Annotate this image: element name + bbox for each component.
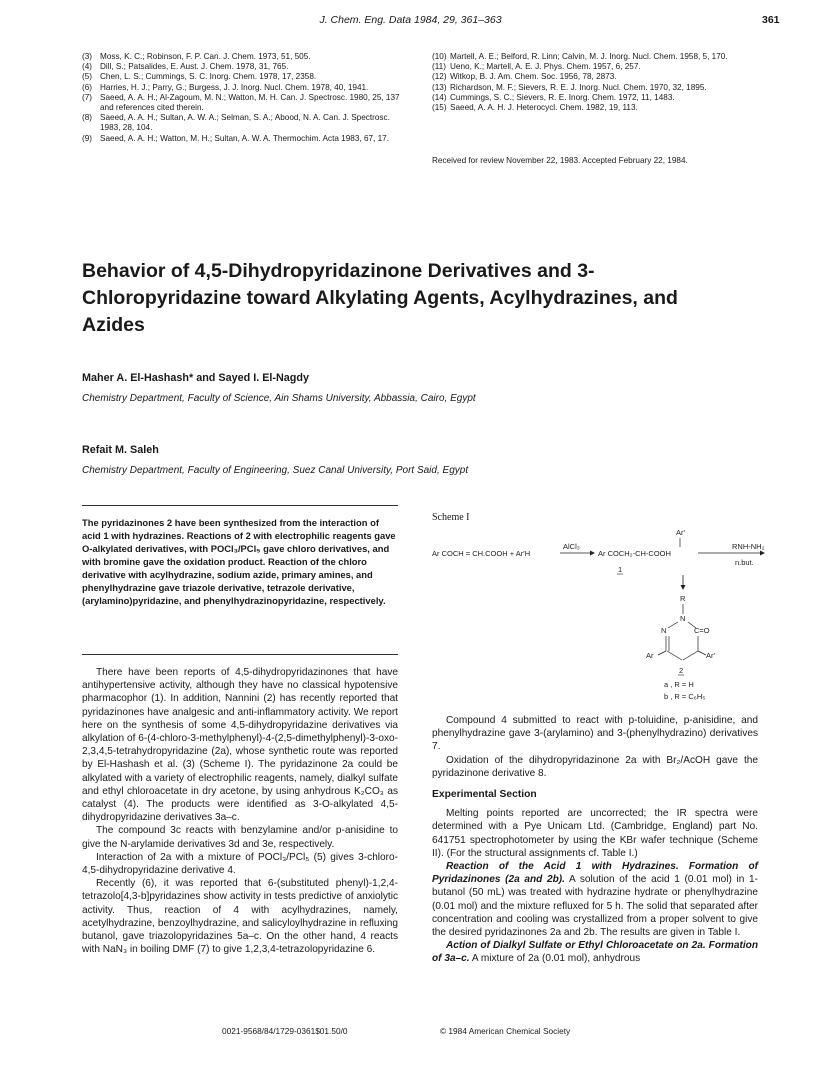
reference-item: (15) Saeed, A. A. H. J. Heterocycl. Chem. 1982, 19, 113. (432, 103, 638, 113)
paragraph: There have been reports of 4,5-dihydropyridazinones that have antihypertensive activity, although they have no classical hypotensive pharmacophor (1). In addition, Nannini (2) has recently reported that pyridazinones have analgesic and anti-inflammatory activity. We report here on the synthesis of some 4,5-dihydropyridazine derivatives via alkylation of 6-(4-chloro-3-methylphenyl)-4-(2,5-dimethylphenyl)-3-oxo-2,3,4,5-tetrahydropyridazine (2a), whose synthetic route was reported by El-Hashash et al. (3) (Scheme I). The pyridazinone 2a could be alkylated with a variety of electrophilic reagents, namely, dialkyl sulfate and ethyl chloroacetate in dry acetone, by using anhydrous K₂CO₃ as catalyst (4). The products were identified as 3-O-alkylated 4,5-dihydropyridazine derivatives 3a–c. (82, 667, 398, 824)
right-column-text (432, 714, 758, 966)
scheme-ar-prime: Ar' (676, 528, 685, 537)
run-in-heading: Action of Dialkyl Sulfate or Ethyl Chloroacetate on 2a. Formation of 3a–c. (432, 940, 758, 965)
section-heading: Experimental Section (432, 789, 537, 801)
paragraph: Interaction of 2a with a mixture of POCl₃/PCl₅ (5) gives 3-chloro-4,5-dihydropyridazine derivative 4. (82, 851, 398, 877)
introduction-text (82, 666, 398, 956)
paragraph: Recently (6), it was reported that 6-(substituted phenyl)-1,2,4-tetrazolo[4,3-b]pyridazines show activity in tests predictive of anxiolytic activity. Thus, reaction of 4 with acylhydrazines, namely, acetylhydrazine, benzoylhydrazine, and salicyloylhydrazine in refluxing butanol, gave triazolopyridazines 5a–c. On the other hand, 4 reacts with NaN₃ in boiling DMF (7) to give 1,2,3,4-tetrazolopyridazine 6. (82, 878, 398, 956)
scheme-n-atom: N (680, 614, 686, 623)
reference-item: (10) Martell, A. E.; Belford, R. Linn; Calvin, M. J. Inorg. Nucl. Chem. 1958, 5, 170. (432, 52, 728, 61)
scheme-ar-left: Ar (646, 651, 654, 660)
author-line-2: Refait M. Saleh (82, 444, 159, 456)
reference-item: (3) Moss, K. C.; Robinson, F. P. Can. J. Chem. 1973, 51, 505. (82, 52, 311, 61)
abstract-top-rule (82, 505, 398, 506)
abstract: The pyridazinones 2 have been synthesized from the interaction of acid 1 with hydrazines. Reactions of 2 with electrophilic reagents gave O-alkylated derivatives, with POCl₃/PCl₅ gave chloro derivatives, and with bromine gave the oxidation product. Reaction of the chloro derivative with acylhydrazine, sodium azide, primary amines, and phenylhydrazine gave triazole derivative, tetrazole derivative, (arylamino)pyridazine, and phenylhydrazinopyridazine, respectively. (82, 517, 396, 606)
paragraph (432, 860, 758, 939)
issn-code: 0021-9568/84/1729-0361$01.50/0 (222, 1026, 348, 1036)
reference-item: (12) Witkop, B. J. Am. Chem. Soc. 1956, 78, 2873. (432, 72, 617, 82)
scheme-reagent-2: RNH-NH₂ (732, 542, 765, 551)
reference-item: (9) Saeed, A. A. H.; Watton, M. H.; Sultan, A. W. A. Thermochim. Acta 1983, 67, 17. (82, 133, 389, 143)
page-number: 361 (762, 14, 780, 26)
run-in-heading: Reaction of the Acid 1 with Hydrazines. Formation of Pyridazinones (2a and 2b). (432, 861, 758, 886)
ring-bond (668, 622, 678, 628)
reference-item: (14) Cummings, S. C.; Sievers, R. E. Inorg. Chem. 1972, 11, 1483. (432, 92, 675, 102)
received-note: Received for review November 22, 1983. Accepted February 22, 1984. (432, 156, 688, 165)
reference-item: (6) Harries, H. J.; Parry, G.; Burgess, J. J. Inorg. Nucl. Chem. 1978, 40, 1941. (82, 82, 369, 92)
ring-bond (667, 651, 682, 660)
substituent-b: b , R = C₆H₅ (664, 692, 706, 701)
paragraph (432, 939, 758, 965)
paragraph: The compound 3c reacts with benzylamine and/or p-anisidine to give the N-arylamide derivatives 3d and 3e, respectively. (82, 825, 398, 850)
substituent-bond (658, 651, 666, 655)
references-right (432, 52, 757, 113)
scheme-reagent-1: AlCl₃ (563, 542, 580, 551)
reaction-arrow-1-head (590, 551, 595, 556)
reference-item: (7) Saeed, A. A. H.; Al-Zagoum, M. N.; Watton, M. H. Can. J. Spectrosc. 1980, 25, 137 and references cited therein. (82, 92, 400, 113)
scheme-n-atom-2: N (661, 626, 667, 635)
scheme-product-1: Ar COCH₂-CH-COOH (598, 549, 671, 558)
scheme-r-group: R (680, 594, 686, 603)
journal-reference: J. Chem. Eng. Data 1984, 29, 361–363 (319, 14, 502, 26)
paragraph: Melting points reported are uncorrected; the IR spectra were determined with a Pye Unicam Ltd. (Cambridge, England) part No. 641751 spectrophotometer by using the KBr wafer technique (Scheme II). (For the structural assignments cf. Table I.) (432, 808, 758, 859)
substituent-bond (698, 651, 706, 655)
affiliation-1: Chemistry Department, Faculty of Science, Ain Shams University, Abbassia, Cairo, Egypt (82, 393, 476, 404)
scheme-reactant: Ar COCH = CH.COOH + Ar'H (432, 549, 531, 558)
reference-item: (11) Ueno, K.; Martell, A. E. J. Phys. Chem. 1957, 6, 257. (432, 62, 641, 72)
scheme-reagent-2-condition: n.but. (735, 558, 754, 567)
author-line-1: Maher A. El-Hashash* and Sayed I. El-Nagdy (82, 372, 309, 384)
compound-label-2: 2 (679, 666, 684, 675)
paragraph: Oxidation of the dihydropyridazinone 2a with Br₂/AcOH gave the pyridazinone derivative 8. (432, 754, 758, 779)
scheme-carbonyl: C=O (694, 626, 710, 635)
ring-bond (683, 651, 698, 660)
paragraph: Compound 4 submitted to react with p-toluidine, p-anisidine, and phenylhydrazine gave 3-(arylamino) and 3-(phenylhydrazino) derivatives 7. (432, 715, 758, 753)
references-left (82, 52, 400, 144)
reference-item: (5) Chen, L. S.; Cummings, S. C. Inorg. Chem. 1978, 17, 2358. (82, 72, 317, 82)
reference-item: (8) Saeed, A. A. H.; Sultan, A. W. A.; Selman, S. A.; Abood, N. A. Can. J. Spectrosc. 1983, 28, 104. (82, 113, 390, 133)
abstract-bottom-rule (82, 654, 398, 655)
reaction-arrow-2-head (760, 551, 765, 556)
paragraph-text: A mixture of 2a (0.01 mol), anhydrous (471, 953, 641, 965)
paragraph-text: A solution of the acid 1 (0.01 mol) in 1-butanol (50 mL) was treated with hydrazine hydrate or phenylhydrazine (0.01 mol) and the mixture refluxed for 5 h. The solid that separated after concentration and cooling was crystallized from a proper solvent to give the desired pyridazinones 2a and 2b. The results are given in Table I. (432, 874, 758, 939)
scheme-ar-right: Ar' (706, 651, 715, 660)
down-arrow-head (681, 585, 686, 590)
scheme-label: Scheme I (432, 512, 470, 523)
reference-item: (4) Dill, S.; Patsalides, E. Aust. J. Chem. 1978, 31, 765. (82, 62, 289, 72)
affiliation-2: Chemistry Department, Faculty of Engineering, Suez Canal University, Port Said, Egypt (82, 465, 469, 476)
substituent-a: a , R = H (664, 680, 694, 689)
scheme-diagram (426, 525, 766, 710)
copyright-notice: © 1984 American Chemical Society (440, 1026, 571, 1036)
reference-item: (13) Richardson, M. F.; Sievers, R. E. J. Inorg. Nucl. Chem. 1970, 32, 1895. (432, 82, 707, 92)
article-title: Behavior of 4,5-Dihydropyridazinone Derivatives and 3-Chloropyridazine toward Alkylating Agents, Acylhydrazines, and Azides (82, 260, 678, 336)
compound-label-1: 1 (618, 565, 623, 574)
